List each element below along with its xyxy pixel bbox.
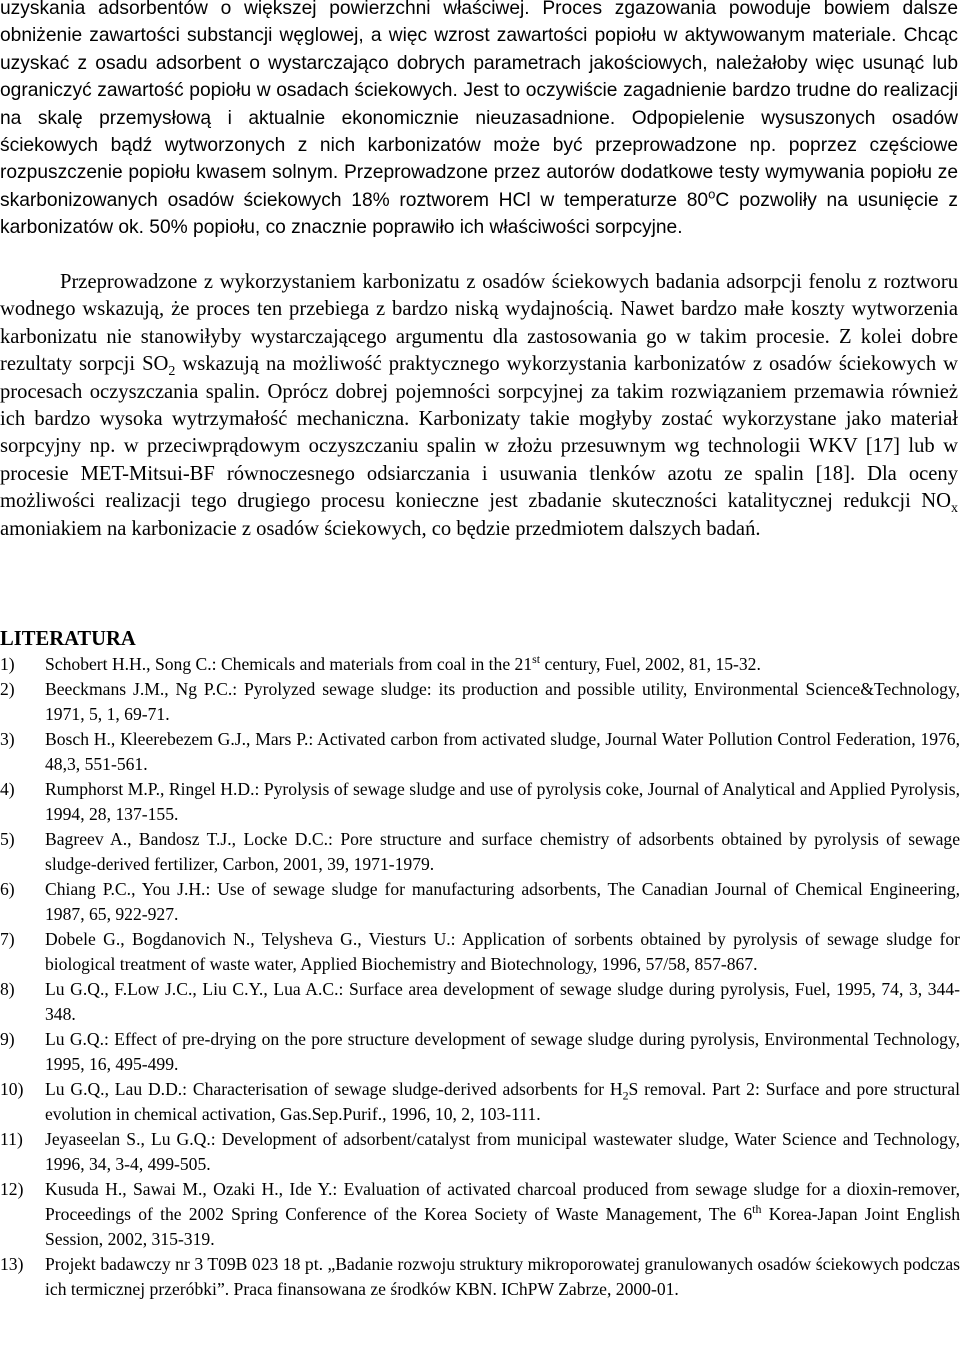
superscript: th bbox=[752, 1202, 762, 1217]
subscript: 2 bbox=[168, 364, 176, 380]
reference-item bbox=[0, 1177, 960, 1252]
reference-text: Jeyaseelan S., Lu G.Q.: Development of adsorbent/catalyst from municipal wastewater sludge, Water Science and Technology, 1996, 34, 3-4, 499-505. bbox=[45, 1129, 960, 1174]
reference-number: 9) bbox=[0, 1029, 15, 1049]
paragraph-ash-removal bbox=[0, 0, 958, 242]
reference-item bbox=[0, 977, 960, 1027]
reference-number: 2) bbox=[0, 679, 15, 699]
reference-text: Lu G.Q., F.Low J.C., Liu C.Y., Lua A.C.: Surface area development of sewage sludge during pyrolysis, Fuel, 1995, 74, 3, 344-348. bbox=[45, 979, 960, 1024]
reference-text: century, Fuel, 2002, 81, 15-32. bbox=[540, 654, 761, 674]
reference-list bbox=[0, 652, 960, 1302]
superscript: o bbox=[708, 186, 716, 202]
reference-item bbox=[0, 677, 960, 727]
text-run: amoniakiem na karbonizacie z osadów ściekowych, co będzie przedmiotem dalszych badań. bbox=[0, 517, 761, 540]
paragraph-adsorption-results bbox=[0, 269, 958, 543]
reference-number: 13) bbox=[0, 1254, 24, 1274]
reference-text: Projekt badawczy nr 3 T09B 023 18 pt. „Badanie rozwoju struktury mikroporowatej granulowanych osadów ściekowych podczas ich termicznej przeróbki”. Praca finansowana ze środków KBN. IChPW Zabrze, 2000-01. bbox=[45, 1254, 960, 1299]
reference-item bbox=[0, 1077, 960, 1127]
reference-number: 7) bbox=[0, 929, 15, 949]
reference-text: Kusuda H., Sawai M., Ozaki H., Ide Y.: Evaluation of activated charcoal produced from sewage sludge for a dioxin-remover, Proceedings of the 2002 Spring Conference of the Korea Society of Waste Management, The 6 bbox=[45, 1179, 960, 1224]
reference-number: 10) bbox=[0, 1079, 24, 1099]
reference-number: 3) bbox=[0, 729, 15, 749]
sentence: C pozwoliły na usunięcie z karbonizatów ok. 50% popiołu, co znacznie poprawiło ich właściwości sorpcyjne. bbox=[0, 189, 958, 239]
reference-item bbox=[0, 727, 960, 777]
sentence: uzyskania adsorbentów o większej powierzchni właściwej. Proces zgazowania powoduje bowiem dalsze obniżenie zawartości substancji węglowej, a więc wzrost zawartości popiołu w aktywowanym materiale. bbox=[0, 0, 958, 47]
reference-text: Beeckmans J.M., Ng P.C.: Pyrolyzed sewage sludge: its production and possible utility, Environmental Science&Technology, 1971, 5, 1, 69-71. bbox=[45, 679, 960, 724]
reference-text: Rumphorst M.P., Ringel H.D.: Pyrolysis of sewage sludge and use of pyrolysis coke, Journal of Analytical and Applied Pyrolysis, 1994, 28, 137-155. bbox=[45, 779, 960, 824]
reference-item bbox=[0, 827, 960, 877]
reference-item bbox=[0, 777, 960, 827]
reference-item bbox=[0, 652, 960, 677]
text-run: wskazują na możliwość praktycznego wykorzystania karbonizatów z osadów ściekowych w procesach oczyszczania spalin. Oprócz dobrej pojemności sorpcyjnej za takim rozwiązaniem przemawia również ich bardzo wysoka wytrzymałość mechaniczna. Karbonizaty takie mogłyby zostać wykorzystane jako materiał sorpcyjny np. w przeciwprądowym oczyszczaniu spalin w złożu przesuwnym wg technologii WKV [17] lub w procesie MET-Mitsui-BF równoczesnego odsiarczania i usuwania tlenków azotu ze spalin [18]. Dla oceny możliwości realizacji tego drugiego procesu konieczne jest zbadanie skuteczności katalitycznej redukcji NO bbox=[0, 353, 958, 513]
reference-number: 4) bbox=[0, 779, 15, 799]
text-run: Przeprowadzone z wykorzystaniem karbonizatu z osadów ściekowych badania adsorpcji fenolu z roztworu wodnego wskazują, że proces ten przebiega z bardzo niską wydajnością. Nawet bardzo małe koszty wytworzenia karbonizatu nie stanowiłyby wystarczającego argumentu dla zastosowania go w takim procesie. Z kolei dobre rezultaty sorpcji SO bbox=[0, 271, 958, 376]
reference-item bbox=[0, 1252, 960, 1302]
sentence: Jest to oczywiście zagadnienie bardzo trudne do realizacji na skalę przemysłową i aktualnie ekonomicznie nieuzasadnione. bbox=[0, 80, 958, 129]
reference-number: 12) bbox=[0, 1179, 24, 1199]
superscript: st bbox=[532, 652, 541, 667]
reference-item bbox=[0, 927, 960, 977]
reference-number: 11) bbox=[0, 1129, 23, 1149]
reference-text: Dobele G., Bogdanovich N., Telysheva G., Viesturs U.: Application of sorbents obtained by pyrolysis of sewage sludge for biological treatment of waste water, Applied Biochemistry and Biotechnology, 1996, 57/58, 857-867. bbox=[45, 929, 960, 974]
reference-number: 8) bbox=[0, 979, 15, 999]
reference-item bbox=[0, 1027, 960, 1077]
subscript: 2 bbox=[622, 1088, 629, 1103]
literature-heading: LITERATURA bbox=[0, 628, 136, 650]
sentence: Odpopielenie wysuszonych osadów ściekowych bądź wytworzonych z nich karbonizatów może być przeprowadzone np. poprzez częściowe rozpuszczenie popiołu kwasem solnym. bbox=[0, 107, 958, 184]
reference-number: 5) bbox=[0, 829, 15, 849]
subscript: x bbox=[951, 501, 958, 517]
reference-text: S removal. Part 2: Surface and pore structural evolution in chemical activation, Gas.Sep.Purif., 1996, 10, 2, 103-111. bbox=[45, 1079, 960, 1124]
reference-number: 1) bbox=[0, 654, 15, 674]
reference-text: Korea-Japan Joint English Session, 2002, 315-319. bbox=[45, 1204, 960, 1249]
sentence: Chcąc uzyskać z osadu adsorbent o wystarczająco dobrych parametrach jakościowych, należałoby więc usunąć lub ograniczyć zawartość popiołu w osadach ściekowych. bbox=[0, 25, 958, 102]
reference-item bbox=[0, 1127, 960, 1177]
reference-text: Bosch H., Kleerebezem G.J., Mars P.: Activated carbon from activated sludge, Journal Water Pollution Control Federation, 1976, 48,3, 551-561. bbox=[45, 729, 960, 774]
sentence: Przeprowadzone przez autorów dodatkowe testy wymywania popiołu ze skarbonizowanych osadów ściekowych 18% roztworem HCl w temperaturze 80 bbox=[0, 162, 959, 211]
reference-number: 6) bbox=[0, 879, 15, 899]
reference-item bbox=[0, 877, 960, 927]
reference-text: Bagreev A., Bandosz T.J., Locke D.C.: Pore structure and surface chemistry of adsorbents obtained by pyrolysis of sewage sludge-derived fertilizer, Carbon, 2001, 39, 1971-1979. bbox=[45, 829, 960, 874]
reference-text: Lu G.Q.: Effect of pre-drying on the pore structure development of sewage sludge during pyrolysis, Environmental Technology, 1995, 16, 495-499. bbox=[45, 1029, 960, 1074]
reference-text: Lu G.Q., Lau D.D.: Characterisation of sewage sludge-derived adsorbents for H bbox=[45, 1079, 623, 1099]
reference-text: Schobert H.H., Song C.: Chemicals and materials from coal in the 21 bbox=[45, 654, 533, 674]
reference-text: Chiang P.C., You J.H.: Use of sewage sludge for manufacturing adsorbents, The Canadian Journal of Chemical Engineering, 1987, 65, 922-927. bbox=[45, 879, 960, 924]
